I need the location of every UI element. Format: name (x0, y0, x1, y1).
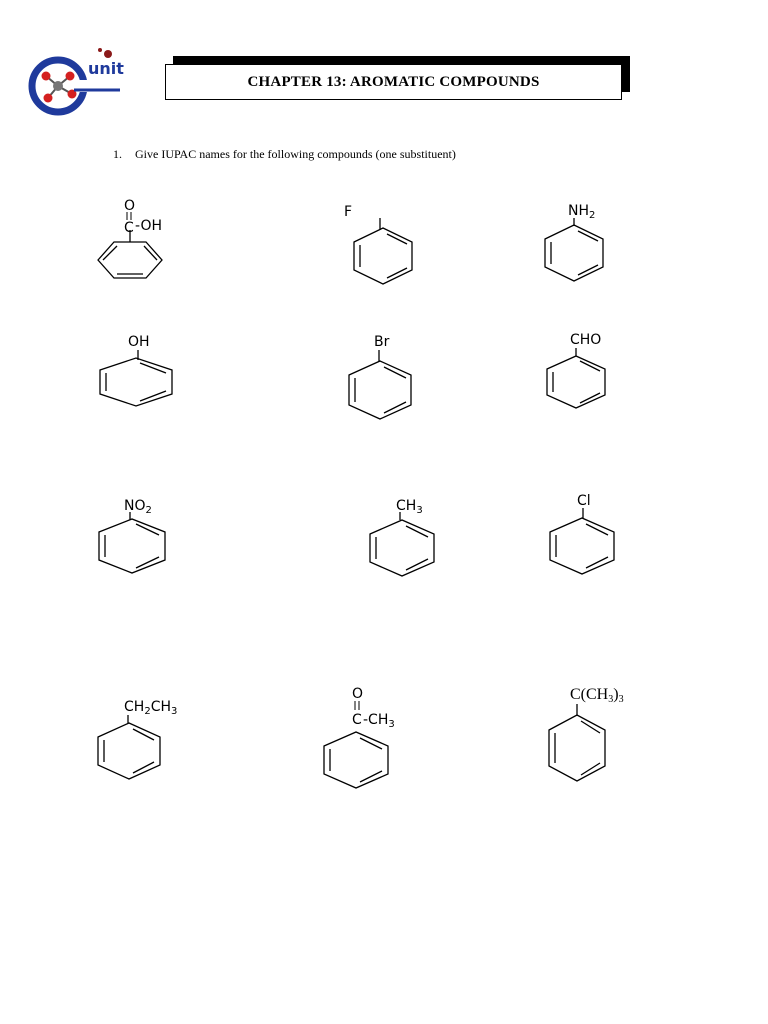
substituent-label: Br (374, 334, 390, 350)
benzene-ring (549, 715, 605, 781)
compound-toluene (360, 490, 460, 580)
hydroxyl-label: -OH (135, 218, 162, 234)
benzene-ring (349, 361, 411, 419)
substituent-label: F (344, 204, 353, 220)
substituent-label: $NH_2$ (568, 203, 596, 221)
compound-benzaldehyde (536, 328, 626, 413)
substituent-label: $CH_2CH_3$ (124, 699, 178, 717)
compound-benzoic-acid (88, 198, 198, 288)
compound-bromobenzene (338, 330, 428, 425)
substituent-label: $NO_2$ (124, 498, 152, 516)
benzene-ring (98, 723, 160, 779)
benzene-ring (547, 356, 605, 408)
compound-fluorobenzene (340, 200, 430, 290)
substituent-label: C(CH3)3 (570, 686, 624, 705)
benzene-ring (550, 518, 614, 574)
benzene-ring (324, 732, 388, 788)
compound-tert-butylbenzene (540, 680, 650, 790)
substituent-label: OH (128, 334, 150, 350)
question-number: 1. (113, 147, 122, 161)
benzene-ring (545, 225, 603, 281)
compound-nitrobenzene (90, 490, 190, 580)
chemistry-unit-logo (28, 42, 128, 118)
substituent-label: $CH_3$ (396, 498, 423, 516)
benzene-ring (370, 520, 434, 576)
benzene-ring (100, 358, 172, 406)
svg-text:unit: unit (88, 59, 124, 78)
compound-chlorobenzene (540, 486, 630, 581)
oxygen-label: O (124, 198, 136, 214)
carbon-label: C (352, 712, 362, 728)
benzene-ring (354, 228, 412, 284)
question-1 (113, 147, 456, 162)
question-text: Give IUPAC names for the following compounds (one substituent) (135, 147, 456, 161)
compound-aniline (535, 198, 625, 288)
benzene-ring (99, 519, 165, 573)
carbon-label: C (124, 220, 134, 236)
benzene-ring (98, 242, 162, 278)
methyl-label: $-CH_3$ (363, 712, 395, 730)
chapter-title: CHAPTER 13: AROMATIC COMPOUNDS (165, 64, 622, 100)
substituent-label: Cl (577, 493, 591, 509)
compound-acetophenone (316, 682, 426, 792)
oxygen-label: O (352, 686, 364, 702)
substituent-label: CHO (570, 332, 602, 348)
compound-phenol (90, 330, 190, 420)
compound-ethylbenzene (92, 695, 202, 790)
